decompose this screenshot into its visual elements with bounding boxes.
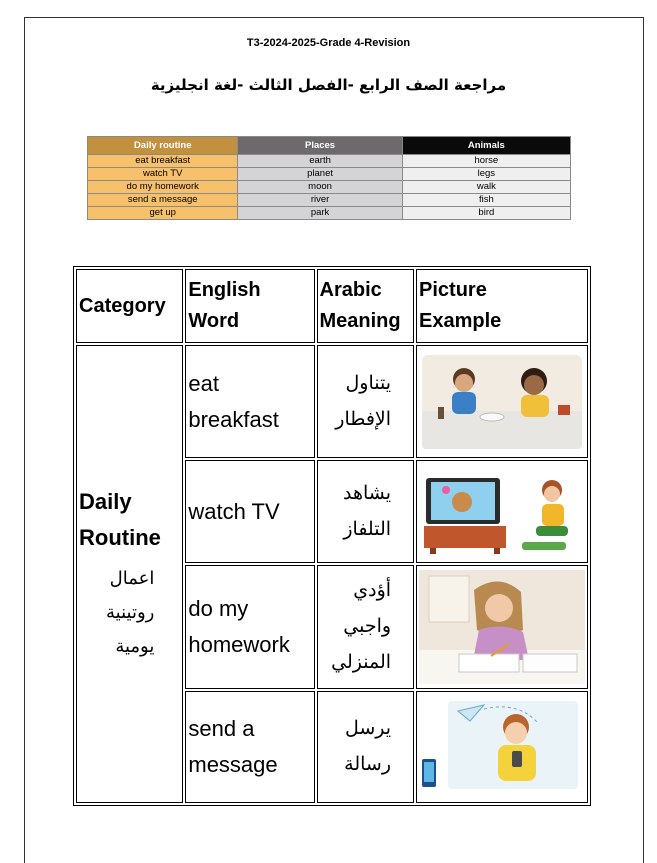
category-header [76, 269, 183, 343]
table-cell: bird [402, 207, 570, 220]
vocabulary-summary-table [87, 136, 571, 220]
english-word [185, 565, 314, 689]
meaning-line: يشاهد [343, 482, 392, 504]
table-row [88, 168, 571, 181]
table-cell: send a message [88, 194, 238, 207]
table-cell: eat breakfast [88, 155, 238, 168]
meaning-line: الإفطار [335, 408, 392, 430]
boy-sending-message-image [416, 691, 588, 803]
table-row [88, 194, 571, 207]
meaning-line: المنزلي [331, 652, 392, 673]
table-row [76, 345, 588, 458]
english-word-header [185, 269, 314, 343]
table-cell: river [238, 194, 402, 207]
header-label: Picture [419, 279, 487, 301]
category-cell [76, 345, 183, 803]
table-cell: planet [238, 168, 402, 181]
table-row [88, 181, 571, 194]
boy-watching-tv-image [416, 460, 588, 563]
table-cell: watch TV [88, 168, 238, 181]
meaning-line: التلفاز [343, 518, 392, 540]
table-cell: park [238, 207, 402, 220]
message-illustration [418, 697, 586, 797]
table-row [88, 207, 571, 220]
meaning-line: واجبي [343, 616, 392, 637]
places-header: Places [238, 137, 402, 155]
arabic-meaning [317, 691, 415, 803]
arabic-meaning-header [317, 269, 415, 343]
word-line: homework [188, 632, 290, 657]
header-label: Meaning [319, 310, 401, 332]
category-header-label: Category [79, 294, 166, 317]
english-word [185, 691, 314, 803]
word-line: do my [188, 596, 249, 621]
english-word [185, 345, 314, 458]
word-line: send a [188, 716, 255, 741]
table-cell: fish [402, 194, 570, 207]
word-line: eat [188, 370, 219, 396]
category-label: Daily [79, 489, 132, 514]
header-row [76, 269, 588, 343]
arabic-meaning [317, 345, 415, 458]
word-line: message [188, 752, 278, 777]
arabic-meaning [317, 565, 415, 689]
picture-example-header [416, 269, 588, 343]
breakfast-illustration [422, 355, 582, 449]
table-cell: legs [402, 168, 570, 181]
animals-header: Animals [402, 137, 570, 155]
category-arabic-label: اعمال [109, 568, 155, 589]
table-cell: earth [238, 155, 402, 168]
meaning-line: يرسل [344, 718, 392, 739]
category-english [77, 484, 182, 556]
word-line: breakfast [188, 406, 279, 432]
vocabulary-detail-table [73, 266, 591, 806]
category-arabic-label: يومية [115, 636, 155, 657]
children-eating-breakfast-image [416, 345, 588, 458]
table-row [88, 155, 571, 168]
document-header: T3-2024-2025-Grade 4-Revision [246, 37, 411, 49]
homework-illustration [419, 570, 585, 684]
meaning-line: رسالة [344, 754, 392, 775]
arabic-meaning [317, 460, 415, 563]
header-label: Word [188, 310, 240, 332]
category-arabic-label: روتينية [106, 602, 155, 623]
document-title: مراجعة الصف الرابع -الفصل الثالث -لغة انجليزية [150, 76, 507, 94]
table-cell: do my homework [88, 181, 238, 194]
category-arabic [77, 562, 182, 664]
header-label: Example [419, 310, 502, 332]
header-label: English [188, 279, 261, 301]
girl-doing-homework-image [416, 565, 588, 689]
table-cell: moon [238, 181, 402, 194]
meaning-line: أؤدي [353, 580, 392, 601]
tv-illustration [420, 468, 584, 556]
table-cell: walk [402, 181, 570, 194]
english-word [185, 460, 314, 563]
table-cell: get up [88, 207, 238, 220]
meaning-line: يتناول [345, 372, 392, 394]
category-label: Routine [79, 525, 161, 550]
header-label: Arabic [319, 279, 382, 301]
word-line: watch TV [188, 498, 280, 524]
daily-routine-header: Daily routine [88, 137, 238, 155]
table-cell: horse [402, 155, 570, 168]
